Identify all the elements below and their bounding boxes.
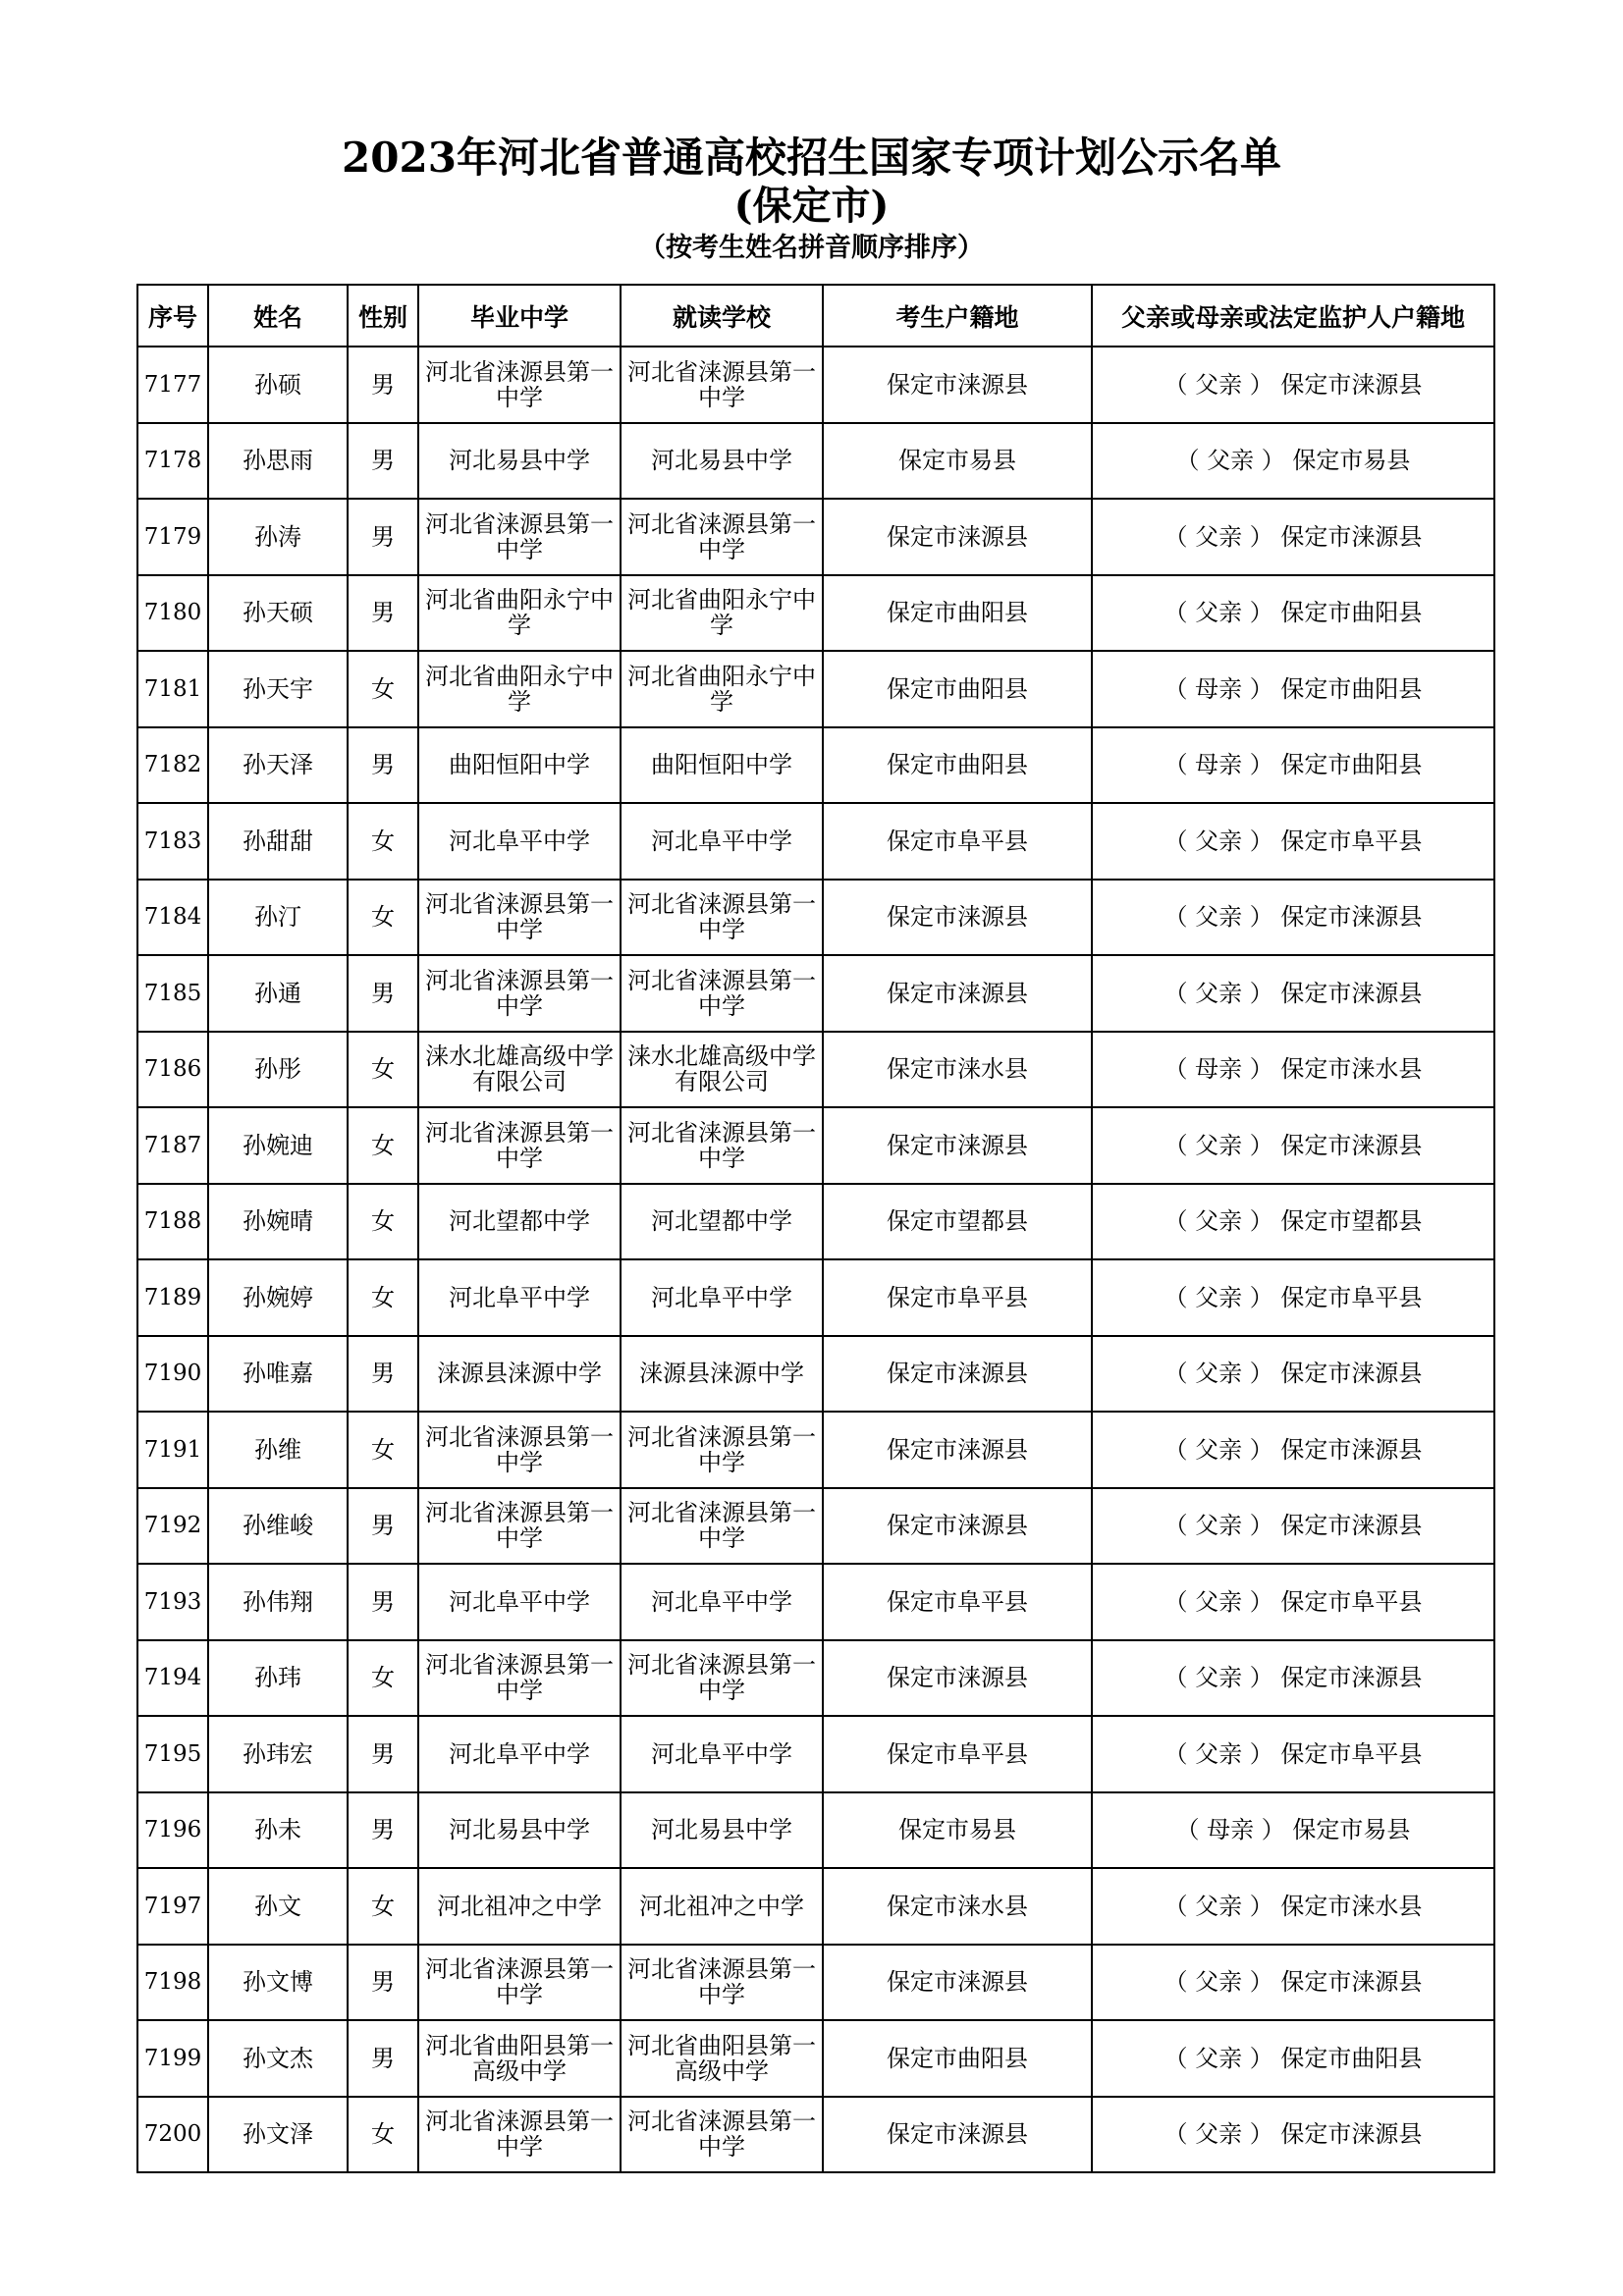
cell-parent-household: （ 父亲 ） 保定市涞源县 <box>1092 1412 1494 1488</box>
cell-grad-school: 涞源县涞源中学 <box>418 1336 621 1413</box>
cell-grad-school: 河北阜平中学 <box>418 1716 621 1792</box>
table-row <box>137 2020 1494 2097</box>
cell-household: 保定市阜平县 <box>823 1564 1092 1640</box>
cell-grad-school: 河北省涞源县第一中学 <box>418 955 621 1032</box>
cell-current-school: 河北省涞源县第一中学 <box>621 1107 823 1184</box>
cell-parent-household: （ 父亲 ） 保定市阜平县 <box>1092 1716 1494 1792</box>
cell-grad-school: 河北祖冲之中学 <box>418 1868 621 1945</box>
cell-seq: 7185 <box>137 955 208 1032</box>
cell-household: 保定市涞源县 <box>823 1107 1092 1184</box>
cell-seq: 7182 <box>137 727 208 804</box>
cell-household: 保定市涞源县 <box>823 347 1092 423</box>
cell-name: 孙维峻 <box>208 1488 348 1565</box>
table-row <box>137 347 1494 423</box>
cell-household: 保定市涞源县 <box>823 2097 1092 2173</box>
cell-current-school: 河北省曲阳永宁中学 <box>621 651 823 727</box>
table-row <box>137 727 1494 804</box>
cell-grad-school: 河北省涞源县第一中学 <box>418 1945 621 2021</box>
cell-grad-school: 河北易县中学 <box>418 423 621 500</box>
cell-grad-school: 河北望都中学 <box>418 1184 621 1260</box>
cell-seq: 7194 <box>137 1640 208 1717</box>
cell-seq: 7186 <box>137 1032 208 1108</box>
col-header-gender: 性别 <box>348 285 418 347</box>
col-header-seq: 序号 <box>137 285 208 347</box>
table-row <box>137 1716 1494 1792</box>
table-row <box>137 1640 1494 1717</box>
col-header-parent-household: 父亲或母亲或法定监护人户籍地 <box>1092 285 1494 347</box>
cell-seq: 7179 <box>137 499 208 575</box>
cell-parent-household: （ 母亲 ） 保定市涞水县 <box>1092 1032 1494 1108</box>
cell-grad-school: 河北省涞源县第一中学 <box>418 880 621 956</box>
cell-gender: 女 <box>348 1412 418 1488</box>
cell-seq: 7190 <box>137 1336 208 1413</box>
cell-current-school: 河北易县中学 <box>621 1792 823 1869</box>
cell-gender: 女 <box>348 1640 418 1717</box>
cell-parent-household: （ 父亲 ） 保定市涞水县 <box>1092 1868 1494 1945</box>
cell-parent-household: （ 父亲 ） 保定市涞源县 <box>1092 1945 1494 2021</box>
cell-parent-household: （ 父亲 ） 保定市阜平县 <box>1092 1564 1494 1640</box>
cell-seq: 7181 <box>137 651 208 727</box>
cell-household: 保定市曲阳县 <box>823 575 1092 652</box>
cell-household: 保定市望都县 <box>823 1184 1092 1260</box>
cell-grad-school: 河北省涞源县第一中学 <box>418 499 621 575</box>
cell-name: 孙婉婷 <box>208 1259 348 1336</box>
cell-gender: 男 <box>348 1564 418 1640</box>
cell-gender: 男 <box>348 423 418 500</box>
col-header-current-school: 就读学校 <box>621 285 823 347</box>
cell-seq: 7196 <box>137 1792 208 1869</box>
table-row <box>137 1032 1494 1108</box>
cell-seq: 7177 <box>137 347 208 423</box>
cell-parent-household: （ 父亲 ） 保定市曲阳县 <box>1092 575 1494 652</box>
cell-seq: 7189 <box>137 1259 208 1336</box>
cell-gender: 男 <box>348 2020 418 2097</box>
cell-household: 保定市阜平县 <box>823 803 1092 880</box>
cell-parent-household: （ 父亲 ） 保定市涞源县 <box>1092 955 1494 1032</box>
cell-grad-school: 涞水北雄高级中学有限公司 <box>418 1032 621 1108</box>
cell-name: 孙婉晴 <box>208 1184 348 1260</box>
cell-household: 保定市涞源县 <box>823 880 1092 956</box>
cell-seq: 7197 <box>137 1868 208 1945</box>
cell-parent-household: （ 父亲 ） 保定市望都县 <box>1092 1184 1494 1260</box>
cell-parent-household: （ 父亲 ） 保定市涞源县 <box>1092 880 1494 956</box>
cell-gender: 女 <box>348 1868 418 1945</box>
col-header-household: 考生户籍地 <box>823 285 1092 347</box>
cell-parent-household: （ 父亲 ） 保定市涞源县 <box>1092 499 1494 575</box>
cell-grad-school: 河北省曲阳永宁中学 <box>418 575 621 652</box>
cell-grad-school: 河北省涞源县第一中学 <box>418 1640 621 1717</box>
cell-current-school: 河北阜平中学 <box>621 1564 823 1640</box>
page-subtitle: (保定市) <box>733 183 890 229</box>
cell-name: 孙甜甜 <box>208 803 348 880</box>
cell-seq: 7187 <box>137 1107 208 1184</box>
cell-parent-household: （ 父亲 ） 保定市曲阳县 <box>1092 2020 1494 2097</box>
table-row <box>137 1792 1494 1869</box>
cell-grad-school: 河北省涞源县第一中学 <box>418 347 621 423</box>
table-row <box>137 651 1494 727</box>
cell-grad-school: 河北阜平中学 <box>418 803 621 880</box>
table-row <box>137 1945 1494 2021</box>
table-row <box>137 1412 1494 1488</box>
cell-name: 孙文博 <box>208 1945 348 2021</box>
cell-current-school: 河北阜平中学 <box>621 1716 823 1792</box>
cell-household: 保定市易县 <box>823 1792 1092 1869</box>
table-row <box>137 2097 1494 2173</box>
cell-household: 保定市涞源县 <box>823 1488 1092 1565</box>
cell-current-school: 河北省涞源县第一中学 <box>621 2097 823 2173</box>
cell-household: 保定市涞源县 <box>823 1640 1092 1717</box>
cell-current-school: 河北省曲阳永宁中学 <box>621 575 823 652</box>
table-row <box>137 1259 1494 1336</box>
cell-gender: 男 <box>348 1488 418 1565</box>
cell-household: 保定市涞水县 <box>823 1868 1092 1945</box>
cell-current-school: 河北省涞源县第一中学 <box>621 880 823 956</box>
cell-parent-household: （ 父亲 ） 保定市涞源县 <box>1092 1107 1494 1184</box>
table-row <box>137 1868 1494 1945</box>
cell-current-school: 涞水北雄高级中学有限公司 <box>621 1032 823 1108</box>
cell-name: 孙文 <box>208 1868 348 1945</box>
cell-gender: 男 <box>348 955 418 1032</box>
cell-name: 孙彤 <box>208 1032 348 1108</box>
cell-gender: 男 <box>348 727 418 804</box>
col-header-grad-school: 毕业中学 <box>418 285 621 347</box>
table-row <box>137 880 1494 956</box>
cell-seq: 7184 <box>137 880 208 956</box>
cell-gender: 女 <box>348 803 418 880</box>
cell-seq: 7183 <box>137 803 208 880</box>
roster-table <box>136 284 1495 2173</box>
cell-name: 孙通 <box>208 955 348 1032</box>
cell-current-school: 河北省涞源县第一中学 <box>621 347 823 423</box>
cell-current-school: 河北阜平中学 <box>621 803 823 880</box>
cell-seq: 7192 <box>137 1488 208 1565</box>
cell-grad-school: 河北省涞源县第一中学 <box>418 1107 621 1184</box>
cell-gender: 女 <box>348 2097 418 2173</box>
cell-name: 孙涛 <box>208 499 348 575</box>
cell-name: 孙未 <box>208 1792 348 1869</box>
cell-gender: 女 <box>348 880 418 956</box>
cell-seq: 7198 <box>137 1945 208 2021</box>
cell-current-school: 河北省涞源县第一中学 <box>621 1640 823 1717</box>
cell-gender: 女 <box>348 1032 418 1108</box>
cell-gender: 男 <box>348 499 418 575</box>
table-row <box>137 499 1494 575</box>
cell-name: 孙伟翔 <box>208 1564 348 1640</box>
cell-parent-household: （ 母亲 ） 保定市曲阳县 <box>1092 727 1494 804</box>
page-title: 2023年河北省普通高校招生国家专项计划公示名单 <box>342 133 1281 182</box>
cell-name: 孙玮 <box>208 1640 348 1717</box>
table-row <box>137 423 1494 500</box>
table-row <box>137 575 1494 652</box>
cell-current-school: 河北省涞源县第一中学 <box>621 499 823 575</box>
cell-gender: 男 <box>348 1336 418 1413</box>
cell-seq: 7195 <box>137 1716 208 1792</box>
cell-name: 孙唯嘉 <box>208 1336 348 1413</box>
cell-current-school: 河北省涞源县第一中学 <box>621 1945 823 2021</box>
cell-seq: 7191 <box>137 1412 208 1488</box>
cell-parent-household: （ 父亲 ） 保定市涞源县 <box>1092 347 1494 423</box>
cell-household: 保定市阜平县 <box>823 1716 1092 1792</box>
cell-seq: 7180 <box>137 575 208 652</box>
cell-gender: 男 <box>348 1792 418 1869</box>
cell-current-school: 河北阜平中学 <box>621 1259 823 1336</box>
cell-grad-school: 河北省涞源县第一中学 <box>418 1488 621 1565</box>
table-row <box>137 1564 1494 1640</box>
cell-seq: 7178 <box>137 423 208 500</box>
cell-name: 孙汀 <box>208 880 348 956</box>
cell-grad-school: 河北阜平中学 <box>418 1564 621 1640</box>
cell-gender: 男 <box>348 1945 418 2021</box>
col-header-name: 姓名 <box>208 285 348 347</box>
cell-parent-household: （ 父亲 ） 保定市阜平县 <box>1092 803 1494 880</box>
cell-household: 保定市曲阳县 <box>823 2020 1092 2097</box>
cell-parent-household: （ 父亲 ） 保定市阜平县 <box>1092 1259 1494 1336</box>
cell-current-school: 涞源县涞源中学 <box>621 1336 823 1413</box>
cell-parent-household: （ 母亲 ） 保定市易县 <box>1092 1792 1494 1869</box>
cell-grad-school: 曲阳恒阳中学 <box>418 727 621 804</box>
cell-gender: 女 <box>348 1107 418 1184</box>
cell-name: 孙文杰 <box>208 2020 348 2097</box>
cell-gender: 男 <box>348 347 418 423</box>
cell-seq: 7193 <box>137 1564 208 1640</box>
cell-grad-school: 河北易县中学 <box>418 1792 621 1869</box>
cell-current-school: 河北望都中学 <box>621 1184 823 1260</box>
cell-parent-household: （ 父亲 ） 保定市涞源县 <box>1092 1488 1494 1565</box>
cell-gender: 女 <box>348 1184 418 1260</box>
cell-gender: 男 <box>348 1716 418 1792</box>
cell-name: 孙天宇 <box>208 651 348 727</box>
cell-parent-household: （ 父亲 ） 保定市涞源县 <box>1092 1336 1494 1413</box>
cell-name: 孙思雨 <box>208 423 348 500</box>
cell-gender: 女 <box>348 651 418 727</box>
cell-household: 保定市曲阳县 <box>823 727 1092 804</box>
cell-name: 孙维 <box>208 1412 348 1488</box>
cell-seq: 7199 <box>137 2020 208 2097</box>
cell-household: 保定市涞源县 <box>823 1336 1092 1413</box>
table-row <box>137 803 1494 880</box>
cell-name: 孙天硕 <box>208 575 348 652</box>
cell-household: 保定市曲阳县 <box>823 651 1092 727</box>
cell-seq: 7188 <box>137 1184 208 1260</box>
cell-name: 孙婉迪 <box>208 1107 348 1184</box>
cell-household: 保定市易县 <box>823 423 1092 500</box>
table-row <box>137 1488 1494 1565</box>
cell-name: 孙玮宏 <box>208 1716 348 1792</box>
cell-parent-household: （ 父亲 ） 保定市易县 <box>1092 423 1494 500</box>
cell-grad-school: 河北省曲阳县第一高级中学 <box>418 2020 621 2097</box>
table-row <box>137 1336 1494 1413</box>
cell-household: 保定市涞源县 <box>823 499 1092 575</box>
cell-gender: 女 <box>348 1259 418 1336</box>
table-row <box>137 1184 1494 1260</box>
cell-name: 孙硕 <box>208 347 348 423</box>
table-row <box>137 1107 1494 1184</box>
cell-household: 保定市涞源县 <box>823 1945 1092 2021</box>
cell-household: 保定市涞源县 <box>823 955 1092 1032</box>
cell-grad-school: 河北省涞源县第一中学 <box>418 2097 621 2173</box>
cell-grad-school: 河北省曲阳永宁中学 <box>418 651 621 727</box>
cell-name: 孙天泽 <box>208 727 348 804</box>
cell-current-school: 河北省涞源县第一中学 <box>621 955 823 1032</box>
cell-seq: 7200 <box>137 2097 208 2173</box>
sort-note: （按考生姓名拼音顺序排序） <box>639 233 984 263</box>
cell-current-school: 河北省涞源县第一中学 <box>621 1412 823 1488</box>
cell-current-school: 曲阳恒阳中学 <box>621 727 823 804</box>
cell-household: 保定市阜平县 <box>823 1259 1092 1336</box>
cell-parent-household: （ 父亲 ） 保定市涞源县 <box>1092 1640 1494 1717</box>
cell-household: 保定市涞水县 <box>823 1032 1092 1108</box>
cell-current-school: 河北易县中学 <box>621 423 823 500</box>
cell-household: 保定市涞源县 <box>823 1412 1092 1488</box>
cell-current-school: 河北祖冲之中学 <box>621 1868 823 1945</box>
cell-parent-household: （ 母亲 ） 保定市曲阳县 <box>1092 651 1494 727</box>
cell-parent-household: （ 父亲 ） 保定市涞源县 <box>1092 2097 1494 2173</box>
cell-grad-school: 河北省涞源县第一中学 <box>418 1412 621 1488</box>
cell-current-school: 河北省涞源县第一中学 <box>621 1488 823 1565</box>
cell-current-school: 河北省曲阳县第一高级中学 <box>621 2020 823 2097</box>
cell-grad-school: 河北阜平中学 <box>418 1259 621 1336</box>
table-row <box>137 955 1494 1032</box>
cell-gender: 男 <box>348 575 418 652</box>
cell-name: 孙文泽 <box>208 2097 348 2173</box>
table-header-row <box>137 285 1494 347</box>
